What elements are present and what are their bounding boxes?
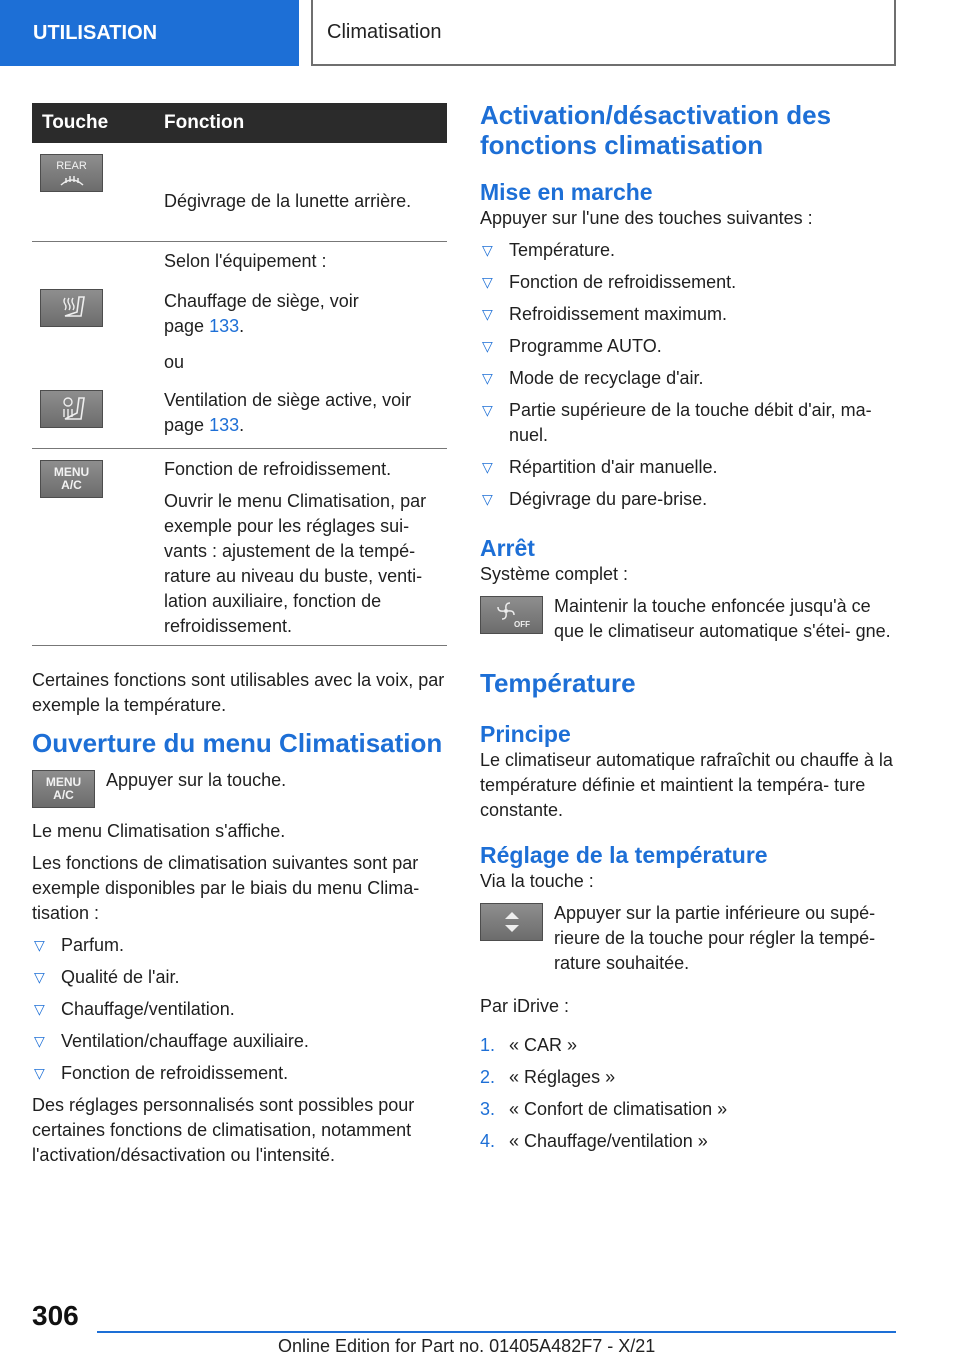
on-heading: Mise en marche — [480, 179, 653, 205]
list-item: ▽ Température. — [480, 238, 896, 263]
triangle-bullet-icon: ▽ — [482, 370, 493, 386]
triangle-bullet-icon: ▽ — [482, 459, 493, 475]
menu-desc-text: Les fonctions de climatisation suivantes sont par exemple disponibles par le biais du menu Clima- tisation : — [32, 853, 420, 923]
activation-heading: Activation/désactivation des fonctions climatisation — [480, 100, 832, 160]
triangle-bullet-icon: ▽ — [34, 969, 45, 985]
key-label-ac: A/C — [53, 788, 74, 802]
triangle-bullet-icon: ▽ — [34, 1065, 45, 1081]
page-prefix: page — [164, 316, 205, 336]
list-item: ▽ Dégivrage du pare-brise. — [480, 487, 896, 512]
rear-key-label: REAR — [56, 159, 87, 172]
menu-shown-text: Le menu Climatisation s'affiche. — [32, 821, 286, 841]
equipment-note: Selon l'équipement : — [164, 251, 327, 271]
list-item: 2. « Réglages » — [480, 1067, 616, 1087]
row-text — [164, 449, 447, 645]
col-key-header: Touche — [42, 112, 109, 133]
temp-up-down-icon — [480, 903, 543, 941]
temp-key-text: Appuyer sur la partie inférieure ou supé- rieure de la touche pour régler la tempé- rature souhaitée. — [554, 903, 876, 973]
menu-open-text: Ouvrir le menu Climatisation, par exemple pour les réglages sui- vants : ajustement de la tempé- rature au niveau du buste, venti- lation auxiliaire, fonction de refroidissement. — [164, 491, 427, 636]
or-text: ou — [164, 352, 185, 372]
idrive-steps — [480, 1033, 896, 1154]
rear-defrost-icon — [40, 154, 103, 192]
fan-off-icon — [480, 596, 543, 634]
triangle-bullet-icon: ▽ — [482, 242, 493, 258]
page-link[interactable]: 133 — [209, 415, 240, 435]
list-item: ▽ Ventilation/chauffage auxiliaire. — [32, 1029, 447, 1054]
chapter-tab: Climatisation — [311, 0, 896, 66]
off-text: Maintenir la touche enfoncée jusqu'à ce que le climatiseur automatique s'étei- gne. — [554, 596, 891, 641]
menu-press-text: Appuyer sur la touche. — [106, 770, 287, 790]
table-row — [32, 143, 447, 242]
key-label-ac: A/C — [61, 478, 82, 492]
rear-defrost-text: Dégivrage de la lunette arrière. — [164, 191, 412, 211]
list-item: 3. « Confort de climatisation » — [480, 1099, 728, 1119]
triangle-bullet-icon: ▽ — [482, 338, 493, 354]
section-tab: UTILISATION — [0, 0, 299, 66]
settings-note: Des réglages personnalisés sont possibles pour certaines fonctions de climatisation, notamment l'activation/désactivation ou l'intensité. — [32, 1095, 415, 1165]
left-column — [32, 103, 447, 1175]
temp-key-instruction — [480, 901, 896, 976]
list-item: ▽ Parfum. — [32, 933, 447, 958]
list-item: ▽ Refroidissement maximum. — [480, 302, 896, 327]
triangle-bullet-icon: ▽ — [482, 274, 493, 290]
off-instruction — [480, 594, 896, 644]
list-item: ▽ Qualité de l'air. — [32, 965, 447, 990]
right-column — [480, 100, 896, 1161]
footer-divider — [97, 1331, 896, 1333]
menu-ac-key-icon — [32, 770, 95, 808]
key-label-menu: MENU — [45, 775, 82, 789]
menu-ac-key-icon — [40, 460, 103, 498]
col-function-header: Fonction — [164, 112, 245, 133]
key-label-menu: MENU — [53, 465, 90, 479]
off-heading: Arrêt — [480, 535, 535, 561]
list-item: ▽ Fonction de refroidissement. — [32, 1061, 447, 1086]
triangle-bullet-icon: ▽ — [482, 402, 493, 418]
seat-heat-icon — [40, 289, 103, 327]
off-intro: Système complet : — [480, 564, 629, 584]
temperature-heading: Température — [480, 668, 636, 698]
page-number: 306 — [32, 1300, 79, 1331]
seat-vent-icon — [40, 390, 103, 428]
on-key-list — [480, 238, 896, 512]
table-row — [32, 449, 447, 646]
list-item: ▽ Chauffage/ventilation. — [32, 997, 447, 1022]
triangle-bullet-icon: ▽ — [34, 1033, 45, 1049]
menu-function-list — [32, 933, 447, 1086]
list-item: 1. « CAR » — [480, 1035, 578, 1055]
off-key-label: OFF — [513, 620, 530, 629]
row-text — [164, 143, 447, 241]
list-item: ▽ Mode de recyclage d'air. — [480, 366, 896, 391]
principle-heading: Principe — [480, 721, 571, 747]
on-intro: Appuyer sur l'une des touches suivantes : — [480, 208, 813, 228]
principle-text: Le climatiseur automatique rafraîchit ou chauffe à la température définie et maintient la tempéra- ture constante. — [480, 750, 893, 820]
table-row — [32, 242, 447, 449]
menu-key-instruction — [32, 768, 447, 812]
list-item: ▽ Fonction de refroidissement. — [480, 270, 896, 295]
cooling-text: Fonction de refroidissement. — [164, 459, 392, 479]
triangle-bullet-icon: ▽ — [482, 306, 493, 322]
seat-vent-text: Ventilation de siège active, voir — [164, 390, 412, 410]
idrive-text: Par iDrive : — [480, 996, 570, 1016]
list-item: ▽ Répartition d'air manuelle. — [480, 455, 896, 480]
table-header — [32, 103, 447, 143]
triangle-bullet-icon: ▽ — [34, 1001, 45, 1017]
list-item: ▽ Partie supérieure de la touche débit d'air, ma- nuel. — [482, 400, 872, 445]
list-item: ▽ Programme AUTO. — [480, 334, 896, 359]
triangle-bullet-icon: ▽ — [34, 937, 45, 953]
via-key-text: Via la touche : — [480, 871, 594, 891]
set-temp-heading: Réglage de la température — [480, 842, 768, 868]
list-item: 4. « Chauffage/ventilation » — [480, 1131, 708, 1151]
page-header — [0, 0, 960, 66]
page-link[interactable]: 133 — [209, 316, 240, 336]
menu-heading: Ouverture du menu Climatisation — [32, 728, 443, 758]
edition-footer: Online Edition for Part no. 01405A482F7 - X/21 — [278, 1336, 656, 1356]
seat-heat-text: Chauffage de siège, voir — [164, 291, 359, 311]
triangle-bullet-icon: ▽ — [482, 491, 493, 507]
row-text: Selon l'équipement : Chauffage de siège, voir page 133. ou Ventilation de siège active, voir page 133. — [164, 242, 447, 448]
page-prefix: page — [164, 415, 205, 435]
voice-note: Certaines fonctions sont utilisables avec la voix, par exemple la température. — [32, 670, 445, 715]
